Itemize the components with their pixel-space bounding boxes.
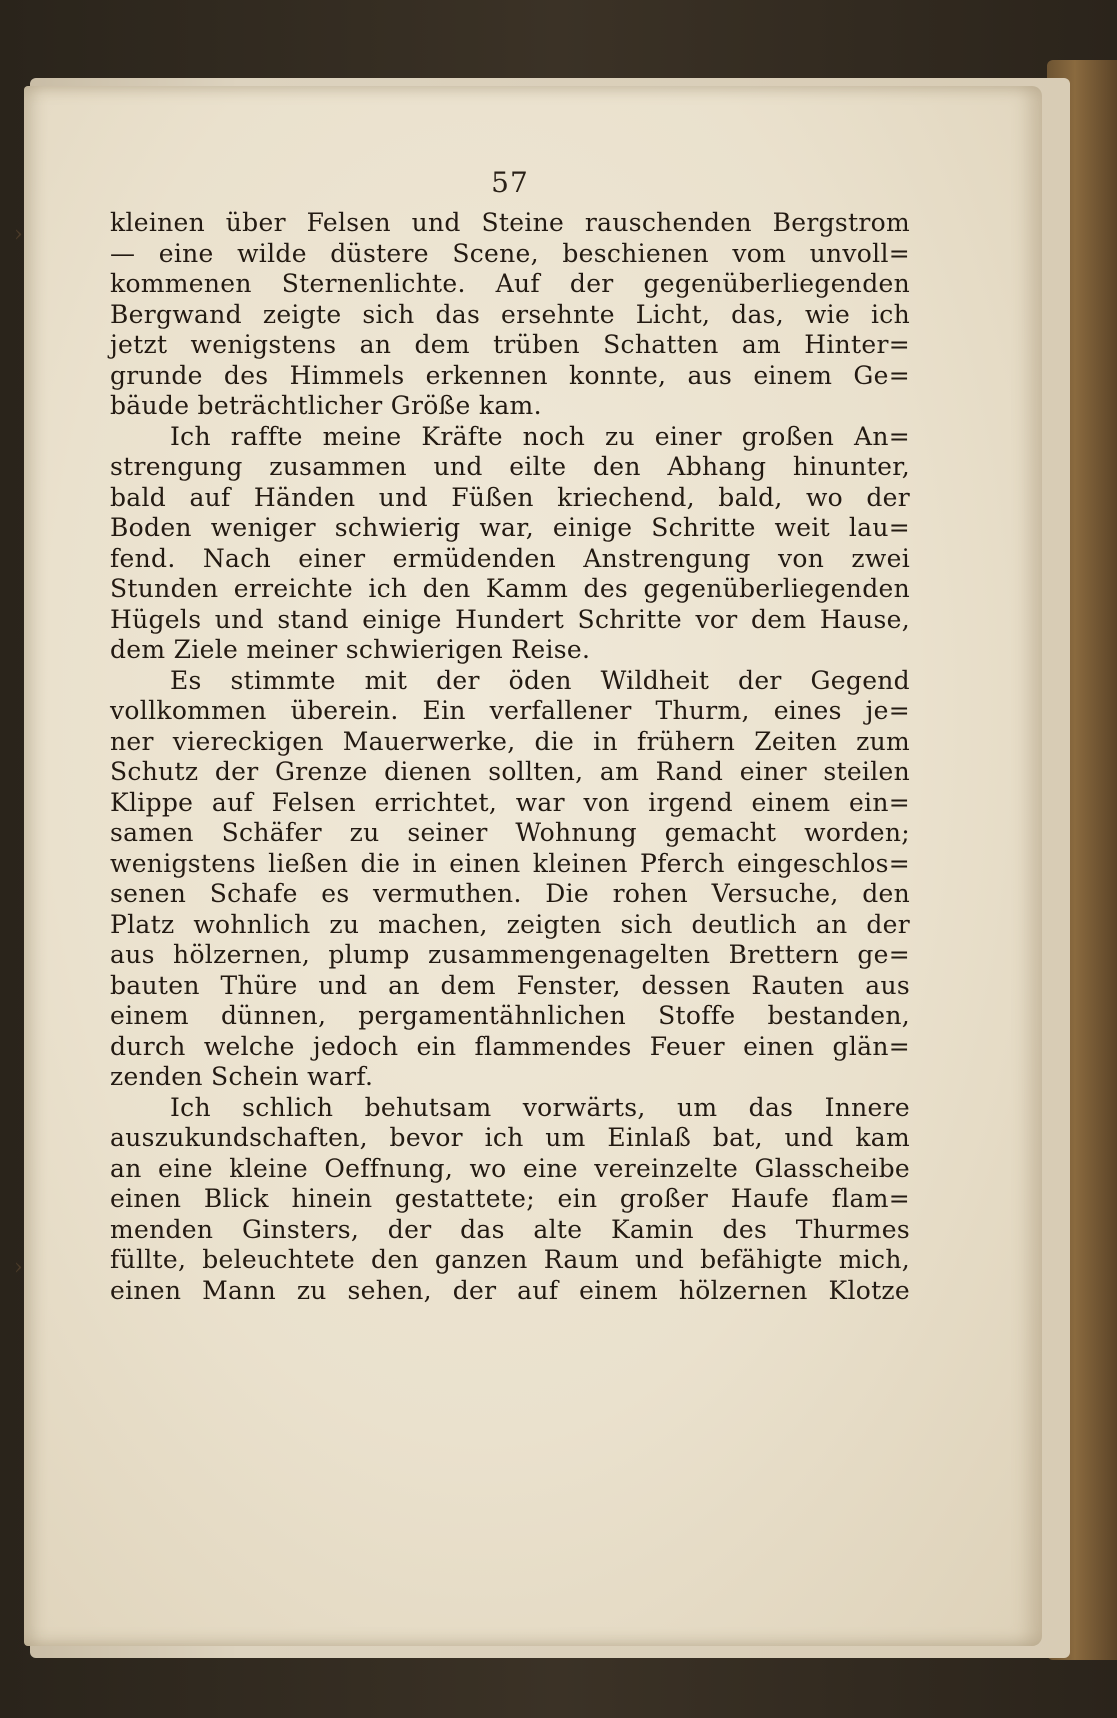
text-line: grunde des Himmels erkennen konnte, aus einem Ge=	[110, 360, 910, 390]
text-line: senen Schafe es vermuthen. Die rohen Versuche, den	[110, 879, 910, 908]
text-line: — eine wilde düstere Scene, beschienen vom unvoll=	[110, 238, 910, 268]
text-line: einem dünnen, pergamentähnlichen Stoffe bestanden,	[110, 1001, 910, 1030]
text-line: Ich raffte meine Kräfte noch zu einer großen An=	[170, 421, 910, 451]
text-line: Ich schlich behutsam vorwärts, um das Innere	[170, 1092, 910, 1122]
text-line: jetzt wenigstens an dem trüben Schatten am Hinter=	[110, 330, 910, 359]
text-line: auszukundschaften, bevor ich um Einlaß bat, und kam	[110, 1123, 910, 1152]
text-line: fend. Nach einer ermüdenden Anstrengung von zwei	[110, 543, 910, 573]
text-line: Schutz der Grenze dienen sollten, am Rand einer steilen	[110, 757, 910, 786]
text-line: füllte, beleuchtete den ganzen Raum und befähigte mich,	[110, 1245, 910, 1274]
text-line: Platz wohnlich zu machen, zeigten sich deutlich an der	[110, 909, 910, 939]
text-line: einen Mann zu sehen, der auf einem hölzernen Klotze	[110, 1275, 910, 1305]
text-line: strengung zusammen und eilte den Abhang hinunter,	[110, 452, 910, 481]
text-line: zenden Schein warf.	[110, 1062, 374, 1091]
text-line: Bergwand zeigte sich das ersehnte Licht, das, wie ich	[110, 299, 910, 329]
text-line: bauten Thüre und an dem Fenster, dessen Rauten aus	[110, 970, 910, 1000]
text-line: Es stimmte mit der öden Wildheit der Gegend	[170, 665, 910, 695]
text-line: bald auf Händen und Füßen kriechend, bald, wo der	[110, 482, 910, 512]
text-line: Boden weniger schwierig war, einige Schritte weit lau=	[110, 513, 910, 542]
text-line: an eine kleine Oeffnung, wo eine vereinzelte Glasscheibe	[110, 1153, 910, 1183]
text-line: Hügels und stand einige Hundert Schritte vor dem Hause,	[110, 604, 910, 634]
body-text	[110, 208, 910, 1306]
text-line: Klippe auf Felsen errichtet, war von irgend einem ein=	[110, 787, 910, 817]
text-line: bäude beträchtlicher Größe kam.	[110, 391, 542, 420]
text-line: ner viereckigen Mauerwerke, die in frühern Zeiten zum	[110, 726, 910, 756]
text-line: kleinen über Felsen und Steine rauschenden Bergstrom	[110, 208, 910, 237]
text-line: samen Schäfer zu seiner Wohnung gemacht worden;	[110, 818, 910, 847]
text-line: vollkommen überein. Ein verfallener Thurm, eines je=	[110, 696, 910, 725]
margin-mark: ›	[14, 222, 23, 247]
page-number: 57	[491, 166, 529, 199]
text-line: aus hölzernen, plump zusammengenagelten Brettern ge=	[110, 940, 910, 969]
text-line: einen Blick hinein gestattete; ein großer Haufe flam=	[110, 1184, 910, 1213]
text-line: menden Ginsters, der das alte Kamin des Thurmes	[110, 1214, 910, 1244]
text-line: Stunden erreichte ich den Kamm des gegenüberliegenden	[110, 574, 910, 603]
text-line: durch welche jedoch ein flammendes Feuer einen glän=	[110, 1031, 910, 1061]
text-line: kommenen Sternenlichte. Auf der gegenüberliegenden	[110, 269, 910, 298]
text-line: wenigstens ließen die in einen kleinen Pferch eingeschlos=	[110, 848, 910, 878]
text-line: dem Ziele meiner schwierigen Reise.	[110, 635, 591, 664]
margin-mark: ›	[14, 1255, 23, 1280]
